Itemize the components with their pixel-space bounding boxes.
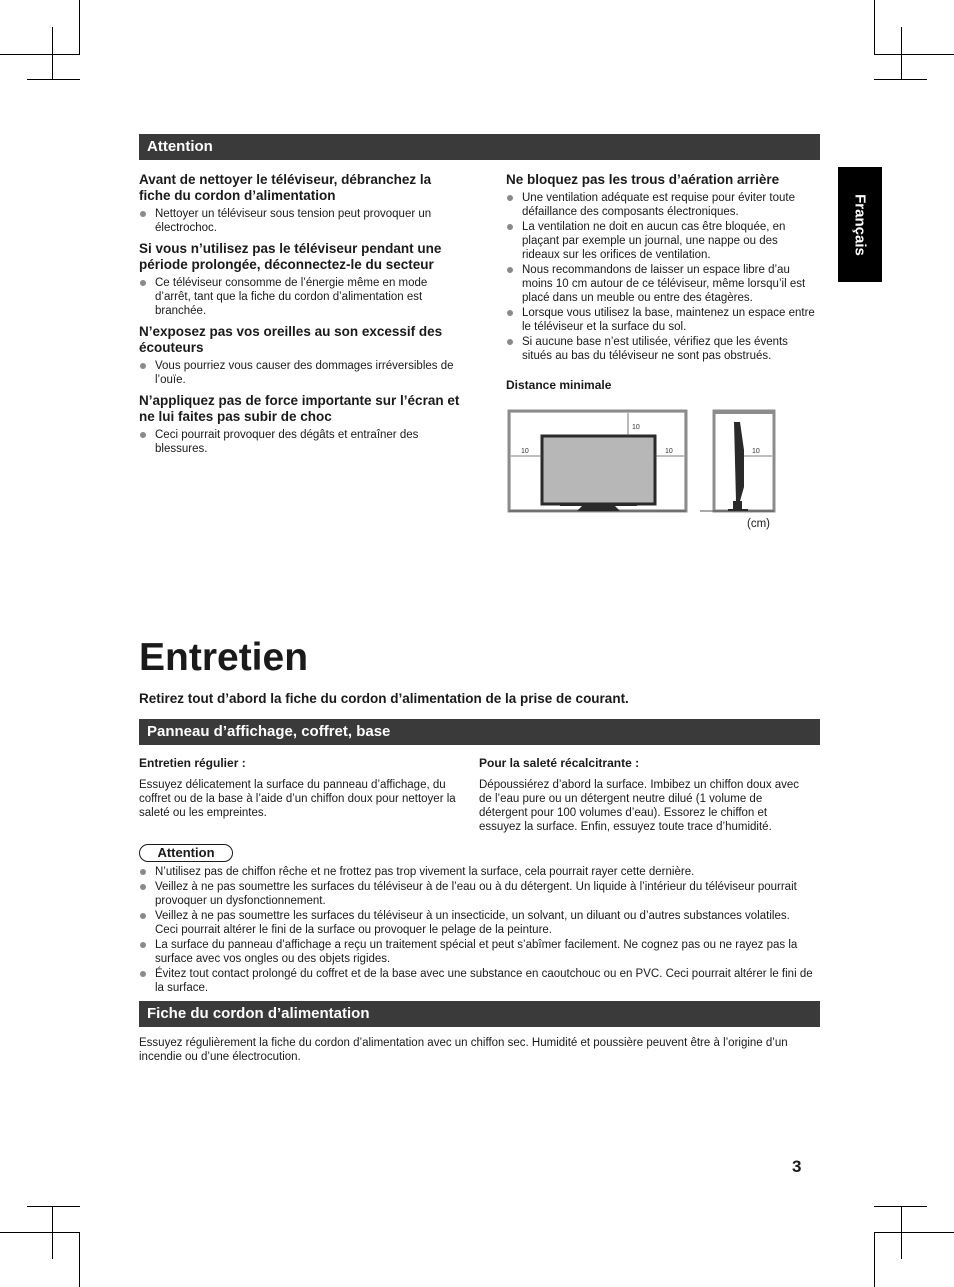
left-bullet-2: Ce téléviseur consomme de l’énergie même en mode d’arrêt, tant que la fiche du cordon d’alimentation est branchée. [139, 276, 464, 318]
regular-cleaning [139, 756, 459, 820]
dim-top-label: 10 [632, 424, 640, 431]
attention-left-column [139, 172, 464, 462]
ventilation-bullet-2: La ventilation ne doit en aucun cas être bloquée, en plaçant par exemple un journal, une nappe ou des rideaux sur les orifices de ventilation. [506, 220, 816, 262]
language-label: Français [851, 193, 869, 256]
attention-right-column [506, 172, 816, 369]
attention-header: Attention [139, 134, 820, 160]
caution-bullet-3: Veillez à ne pas soumettre les surfaces du téléviseur à un insecticide, un solvant, un diluant ou d’autres substances volatiles. Ceci pourrait altérer le fini de la surface ou provoquer le pelage de la peinture. [139, 909, 814, 937]
dim-side-label: 10 [752, 448, 760, 455]
page-title: Entretien [139, 636, 309, 679]
left-heading-4: N’appliquez pas de force importante sur l’écran et ne lui faites pas subir de choc [139, 393, 460, 424]
left-heading-2: Si vous n’utilisez pas le téléviseur pendant une période prolongée, déconnectez-le du secteur [139, 241, 442, 272]
left-bullet-1: Nettoyer un téléviseur sous tension peut provoquer un électrochoc. [139, 207, 464, 235]
ventilation-bullet-1: Une ventilation adéquate est requise pour éviter toute défaillance des composants électroniques. [506, 191, 816, 219]
tv-front-screen [542, 436, 655, 504]
ventilation-bullet-3: Nous recommandons de laisser un espace libre d’au moins 10 cm autour de ce téléviseur, même lorsqu’il est placé dans un meuble ou entre des étagères. [506, 263, 816, 305]
cord-text: Essuyez régulièrement la fiche du cordon d’alimentation avec un chiffon sec. Humidité et poussière peuvent être à l’origine d’un incendie ou d’une électrocution. [139, 1037, 788, 1063]
ventilation-heading: Ne bloquez pas les trous d’aération arrière [506, 172, 780, 187]
caution-bullet-2: Veillez à ne pas soumettre les surfaces du téléviseur à de l’eau ou à du détergent. Un liquide à l’intérieur du téléviseur pourrait provoquer un dysfonctionnement. [139, 880, 814, 908]
left-heading-1: Avant de nettoyer le téléviseur, débranchez la fiche du cordon d’alimentation [139, 172, 432, 203]
ventilation-bullet-5: Si aucune base n’est utilisée, vérifiez que les évents situés au bas du téléviseur ne sont pas obstrués. [506, 335, 816, 363]
caution-bullet-1: N’utilisez pas de chiffon rêche et ne frottez pas trop vivement la surface, cela pourrait rayer cette dernière. [139, 865, 814, 879]
page-number: 3 [792, 1157, 802, 1176]
cord-header: Fiche du cordon d’alimentation [139, 1001, 820, 1027]
caution-bullet-5: Évitez tout contact prolongé du coffret et de la base avec une substance en caoutchouc ou en PVC. Ceci pourrait altérer le fini de la surface. [139, 967, 814, 995]
panel-header: Panneau d’affichage, coffret, base [139, 719, 820, 745]
caution-list [139, 865, 814, 1001]
caution-label: Attention [139, 844, 233, 862]
stubborn-dirt [479, 756, 809, 834]
entretien-intro: Retirez tout d’abord la fiche du cordon d’alimentation de la prise de courant. [139, 691, 629, 706]
left-bullet-4: Ceci pourrait provoquer des dégâts et entraîner des blessures. [139, 428, 464, 456]
left-heading-3: N’exposez pas vos oreilles au son excessif des écouteurs [139, 324, 443, 355]
dirt-title: Pour la saleté récalcitrante : [479, 756, 640, 770]
clearance-diagram [500, 405, 790, 520]
regular-text: Essuyez délicatement la surface du panneau d’affichage, du coffret ou de la base à l’aide d’un chiffon doux pour nettoyer la saleté ou les empreintes. [139, 779, 456, 819]
language-tab [838, 167, 882, 282]
tv-side-profile [734, 422, 744, 501]
regular-title: Entretien régulier : [139, 756, 246, 770]
caution-bullet-4: La surface du panneau d’affichage a reçu un traitement spécial et peut s’abîmer facilement. Ne cognez pas ou ne rayez pas la surface avec vos ongles ou des objets rigides. [139, 938, 814, 966]
unit-label: (cm) [747, 518, 770, 530]
left-bullet-3: Vous pourriez vous causer des dommages irréversibles de l’ouïe. [139, 359, 464, 387]
dirt-text: Dépoussiérez d’abord la surface. Imbibez un chiffon doux avec de l’eau pure ou un détergent neutre dilué (1 volume de détergent pour 100 volumes d’eau). Essorez le chiffon et essuyez la surface. Enfin, essuyez toute trace d’humidité. [479, 779, 800, 833]
dim-right-label: 10 [665, 448, 673, 455]
dim-left-label: 10 [521, 448, 529, 455]
distance-title: Distance minimale [506, 378, 612, 392]
ventilation-bullet-4: Lorsque vous utilisez la base, maintenez un espace entre le téléviseur et la surface du sol. [506, 306, 816, 334]
